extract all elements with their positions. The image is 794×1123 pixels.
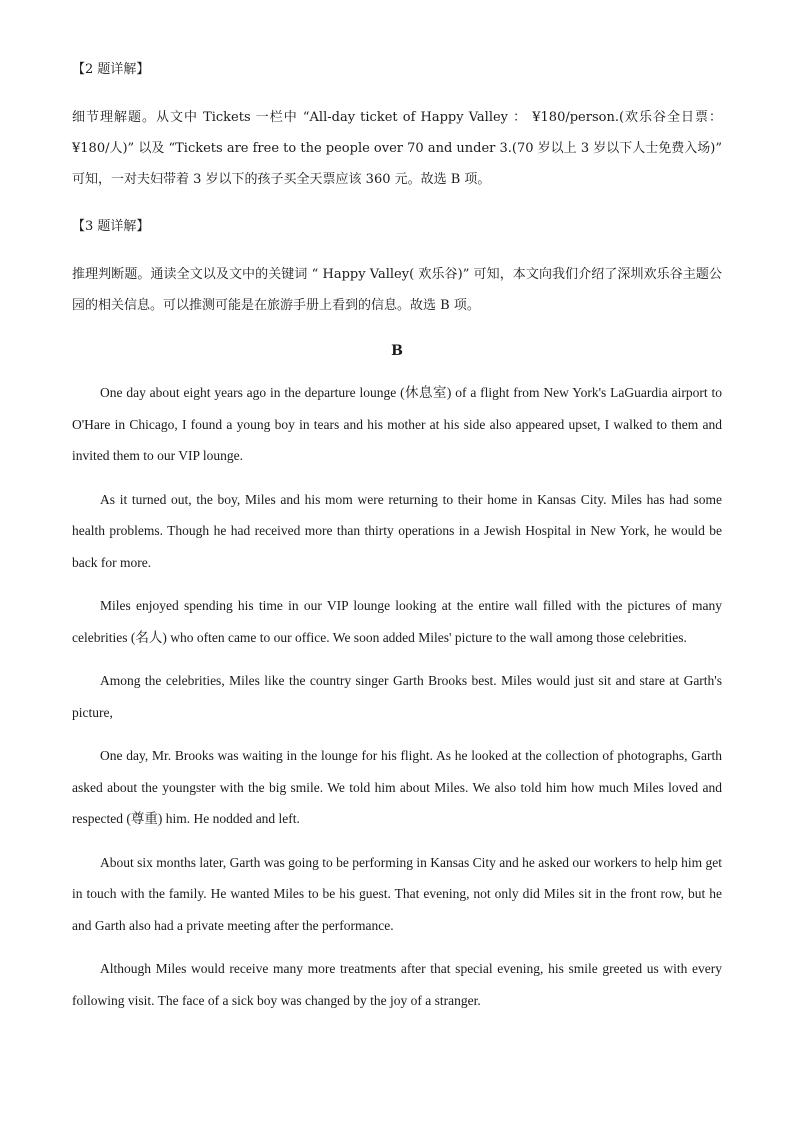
section-title: B xyxy=(391,343,403,359)
passage-paragraph-6: About six months later, Garth was going to be performing in Kansas City and he asked our workers to help him get in touch with the family. He wanted Miles to be his guest. That evening, not only did Miles sit in the front row, but he and Garth also had a private meeting after the performance. xyxy=(72,854,722,933)
passage-paragraph-4: Among the celebrities, Miles like the country singer Garth Brooks best. Miles would just sit and stare at Garth's picture, xyxy=(72,673,722,720)
explanation-3-body: 推理判断题。通读全文以及文中的关键词 “ Happy Valley( 欢乐谷)” 可知，本文向我们介绍了深圳欢乐谷主题公园的相关信息。可以推测可能是在旅游手册上看到的信息。故选 B 项。 xyxy=(72,267,722,313)
passage-paragraph-2: As it turned out, the boy, Miles and his mom were returning to their home in Kansas City. Miles has had some health problems. Though he had received more than thirty operations in a Jewish Hospital in New York, he would be back for more. xyxy=(72,491,722,570)
explanation-2-body: 细节理解题。从文中 Tickets 一栏中 “All-day ticket of Happy Valley ： ¥180/person.(欢乐谷全日票：¥180/人)” 以及 “Tickets are free to the people over 70 and under 3.(70 岁以上 3 岁以下人士免费入场)” 可知，一对夫妇带着 3 岁以下的孩子买全天票应该 360 元。故选 B 项。 xyxy=(72,110,722,187)
document-page xyxy=(72,60,722,1028)
passage-paragraph-1: One day about eight years ago in the departure lounge (休息室) of a flight from New York's LaGuardia airport to O'Hare in Chicago, I found a young boy in tears and his mother at his side also appeared upset, I walked to them and invited them to our VIP lounge. xyxy=(72,385,722,463)
passage-paragraph-5: One day, Mr. Brooks was waiting in the lounge for his flight. As he looked at the collection of photographs, Garth asked about the youngster with the big smile. We told him about Miles. We also told him how much Miles loved and respected (尊重) him. He nodded and left. xyxy=(72,748,722,826)
passage-paragraph-3: Miles enjoyed spending his time in our VIP lounge looking at the entire wall filled with the pictures of many celebrities (名人) who often came to our office. We soon added Miles' picture to the wall among those celebrities. xyxy=(72,598,722,645)
passage-paragraph-7: Although Miles would receive many more treatments after that special evening, his smile greeted us with every following visit. The face of a sick boy was changed by the joy of a stranger. xyxy=(72,961,722,1008)
explanation-2-heading: 【2 题详解】 xyxy=(72,62,150,77)
explanation-3-heading: 【3 题详解】 xyxy=(72,219,150,234)
